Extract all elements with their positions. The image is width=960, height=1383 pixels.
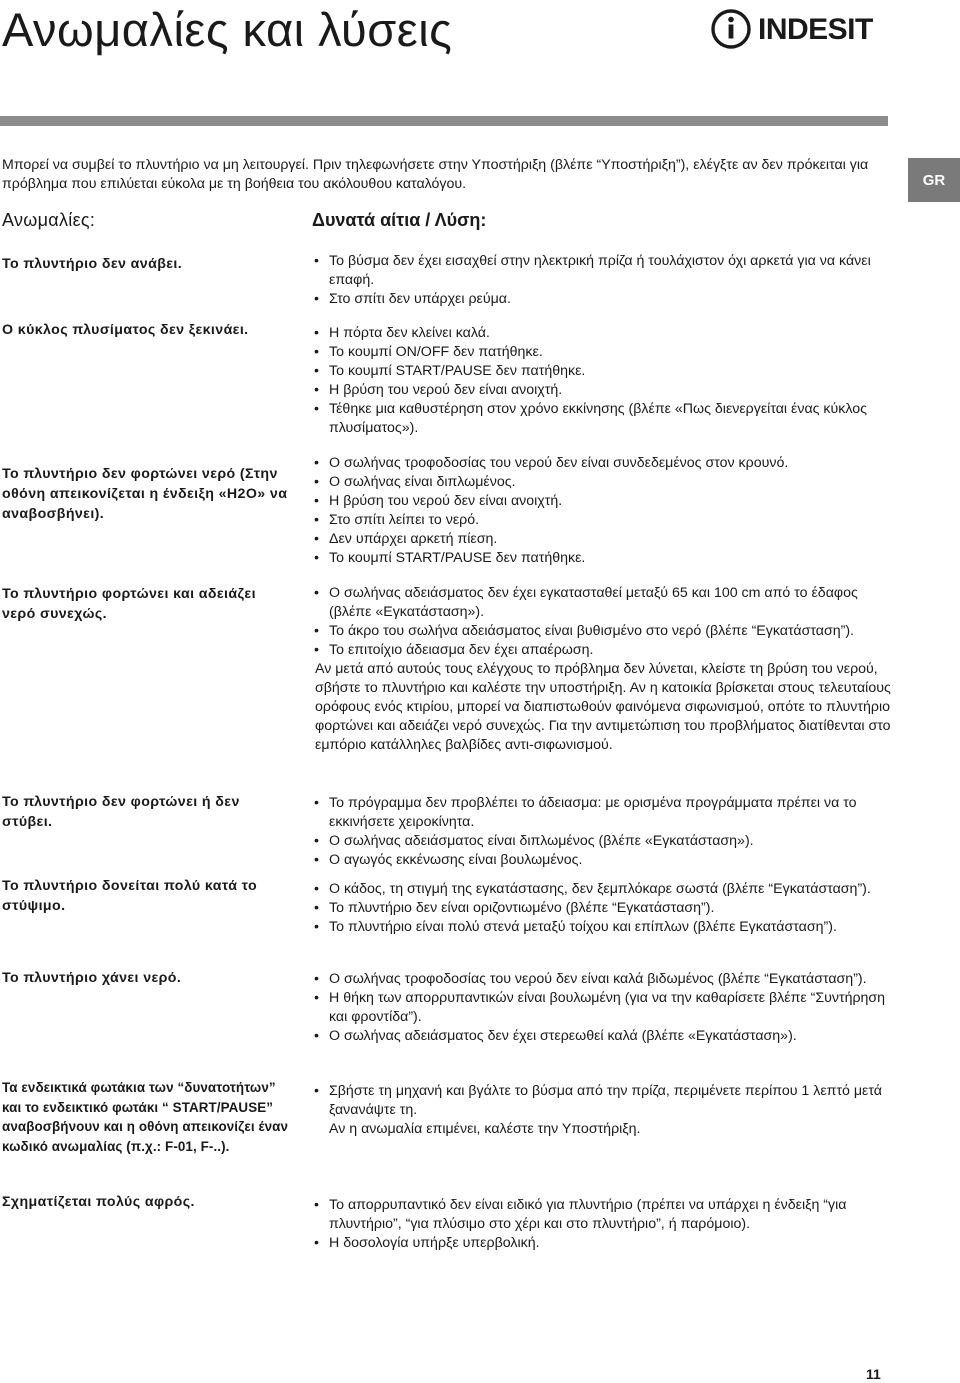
cause-item: • Ο σωλήνας τροφοδοσίας του νερού δεν είναι καλά βιδωμένος (βλέπε “Εγκατάσταση”). bbox=[312, 970, 892, 989]
trouble-causes bbox=[312, 1196, 892, 1253]
cause-item: • Η βρύση του νερού δεν είναι ανοιχτή. bbox=[312, 381, 892, 400]
trouble-symptom: Το πλυντήριο δεν φορτώνει ή δεν στύβει. bbox=[2, 794, 240, 830]
trouble-causes bbox=[312, 252, 892, 309]
trouble-causes bbox=[312, 970, 892, 1046]
cause-item: • Το πλυντήριο είναι πολύ στενά μεταξύ τοίχου και επίπλων (βλέπε Εγκατάσταση”). bbox=[312, 918, 892, 937]
page-number: 11 bbox=[866, 1366, 881, 1382]
cause-item: • Στο σπίτι λείπει το νερό. bbox=[312, 511, 892, 530]
trouble-symptom: Τα ενδεικτικά φωτάκια των “δυνατοτήτων” και το ενδεικτικό φωτάκι “ START/PAUSE” αναβοσβήνουν και η οθόνη απεικονίζει έναν κωδικό ανωμαλίας (π.χ.: F-01, F-..). bbox=[2, 1080, 289, 1154]
cause-item: • Το κουμπί START/PAUSE δεν πατήθηκε. bbox=[312, 549, 892, 568]
cause-item: • Η θήκη των απορρυπαντικών είναι βουλωμένη (για να την καθαρίσετε βλέπε “Συντήρηση και φροντίδα”). bbox=[312, 989, 892, 1027]
cause-note: Αν μετά από αυτούς τους ελέγχους το πρόβλημα δεν λύνεται, κλείστε τη βρύση του νερού, σβήστε το πλυντήριο και καλέστε την υποστήριξη. Αν η κατοικία βρίσκεται στους τελευταίους ορόφους ενός κτιρίου, μπορεί να διαπιστωθούν φαινόμενα σιφωνισμού, οπότε το πλυντήριο φορτώνει και αδειάζει νερό συνεχώς. Για την αντιμετώπιση του προβλήματος διατίθενται στο εμπόριο κατάλληλες βαλβίδες αντι-σιφωνισμού. bbox=[315, 661, 891, 753]
cause-item: • Ο σωλήνας αδειάσματος δεν έχει στερεωθεί καλά (βλέπε «Εγκατάσταση»). bbox=[312, 1027, 892, 1046]
cause-item: • Το κουμπί ON/OFF δεν πατήθηκε. bbox=[312, 343, 892, 362]
cause-item: • Ο σωλήνας αδειάσματος είναι διπλωμένος (βλέπε «Εγκατάσταση»). bbox=[312, 832, 892, 851]
cause-item: • Η πόρτα δεν κλείνει καλά. bbox=[312, 324, 892, 343]
trouble-causes bbox=[312, 880, 892, 937]
brand-logo-icon bbox=[710, 8, 752, 50]
cause-item: • Ο αγωγός εκκένωσης είναι βουλωμένος. bbox=[312, 851, 892, 870]
cause-item: • Ο σωλήνας είναι διπλωμένος. bbox=[312, 473, 892, 492]
cause-item: • Το κουμπί START/PAUSE δεν πατήθηκε. bbox=[312, 362, 892, 381]
cause-item: • Στο σπίτι δεν υπάρχει ρεύμα. bbox=[312, 290, 892, 309]
trouble-causes bbox=[312, 794, 892, 870]
trouble-symptom: Το πλυντήριο δεν φορτώνει νερό (Στην οθόνη απεικονίζεται η ένδειξη «H2O» να αναβοσβήνει). bbox=[2, 466, 288, 522]
column-heading-troubles: Ανωμαλίες: bbox=[2, 210, 96, 230]
cause-note: Αν η ανωμαλία επιμένει, καλέστε την Υποστήριξη. bbox=[329, 1121, 641, 1137]
trouble-symptom: Το πλυντήριο δονείται πολύ κατά το στύψιμο. bbox=[2, 878, 258, 914]
cause-item: • Ο κάδος, τη στιγμή της εγκατάστασης, δεν ξεμπλόκαρε σωστά (βλέπε “Εγκατάσταση”). bbox=[312, 880, 892, 899]
intro-text: Μπορεί να συμβεί το πλυντήριο να μη λειτουργεί. Πριν τηλεφωνήσετε στην Υποστήριξη (βλέπε “Υποστήριξη”), ελέγξτε αν δεν πρόκειται για πρόβλημα που επιλύεται εύκολα με τη βοήθεια του ακόλουθου καταλόγου. bbox=[2, 157, 869, 192]
cause-item: • Το πρόγραμμα δεν προβλέπει το άδειασμα: με ορισμένα προγράμματα πρέπει να το εκκινήσετε χειροκίνητα. bbox=[312, 794, 892, 832]
trouble-symptom: Ο κύκλος πλυσίματος δεν ξεκινάει. bbox=[2, 322, 249, 338]
trouble-causes bbox=[312, 1082, 882, 1139]
cause-item: • Το επιτοίχιο άδειασμα δεν έχει απαέρωση. bbox=[312, 641, 892, 660]
brand-logo bbox=[710, 8, 888, 52]
cause-item: • Ο σωλήνας αδειάσματος δεν έχει εγκατασταθεί μεταξύ 65 και 100 cm από το έδαφος (βλέπε «Εγκατάσταση»). bbox=[312, 584, 892, 622]
cause-item: • Το άκρο του σωλήνα αδειάσματος είναι βυθισμένο στο νερό (βλέπε “Εγκατάσταση”). bbox=[312, 622, 892, 641]
trouble-symptom: Το πλυντήριο φορτώνει και αδειάζει νερό συνεχώς. bbox=[2, 586, 256, 622]
brand-name: INDESIT bbox=[758, 13, 873, 46]
column-heading-causes: Δυνατά αίτια / Λύση: bbox=[312, 210, 487, 230]
cause-item: • Η βρύση του νερού δεν είναι ανοιχτή. bbox=[312, 492, 892, 511]
cause-item: • Τέθηκε μια καθυστέρηση στον χρόνο εκκίνησης (βλέπε «Πως διενεργείται ένας κύκλος πλυσίματος»). bbox=[312, 400, 892, 438]
trouble-symptom: Το πλυντήριο χάνει νερό. bbox=[2, 970, 182, 986]
trouble-symptom: Το πλυντήριο δεν ανάβει. bbox=[2, 256, 183, 272]
cause-item: • Το βύσμα δεν έχει εισαχθεί στην ηλεκτρική πρίζα ή τουλάχιστον όχι αρκετά για να κάνει επαφή. bbox=[312, 252, 892, 290]
trouble-causes bbox=[312, 584, 892, 755]
language-tab: GR bbox=[908, 158, 960, 202]
cause-item: • Δεν υπάρχει αρκετή πίεση. bbox=[312, 530, 892, 549]
trouble-symptom: Σχηματίζεται πολύς αφρός. bbox=[2, 1194, 195, 1210]
cause-item: • Το πλυντήριο δεν είναι οριζοντιωμένο (βλέπε “Εγκατάσταση”). bbox=[312, 899, 892, 918]
page-title: Ανωμαλίες και λύσεις bbox=[2, 3, 453, 56]
cause-item: • Η δοσολογία υπήρξε υπερβολική. bbox=[312, 1234, 892, 1253]
header-divider bbox=[0, 116, 888, 126]
cause-item: • Το απορρυπαντικό δεν είναι ειδικό για πλυντήριο (πρέπει να υπάρχει η ένδειξη “για πλυντήριο”, “για πλύσιμο στο χέρι και στο πλυντήριο”, ή παρόμοιο). bbox=[312, 1196, 892, 1234]
cause-item: • Ο σωλήνας τροφοδοσίας του νερού δεν είναι συνδεδεμένος στον κρουνό. bbox=[312, 454, 892, 473]
cause-item: • Σβήστε τη μηχανή και βγάλτε το βύσμα από την πρίζα, περιμένετε περίπου 1 λεπτό μετά ξανανάψτε τη. bbox=[312, 1082, 882, 1120]
trouble-causes bbox=[312, 454, 892, 568]
trouble-causes bbox=[312, 324, 892, 438]
